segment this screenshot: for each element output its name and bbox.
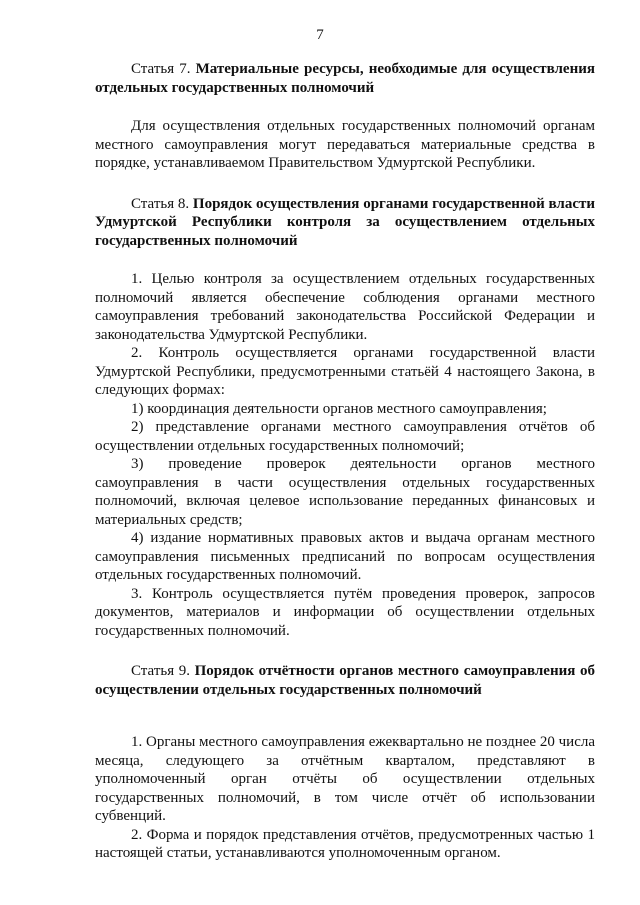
article-8-list-item: 2) представление органами местного самоуправления отчётов об осуществлении отдельных государственных полномочий; [95,419,595,454]
article-8-prefix: Статья 8. [131,195,190,212]
article-8-list-item: 1) координация деятельности органов местного самоуправления; [131,400,547,417]
document-body [95,60,595,863]
article-7-title: Материальные ресурсы, необходимые для осуществления отдельных государственных полномочий [95,61,595,96]
article-8-list-item: 3) проведение проверок деятельности органов местного самоуправления в части осуществления отдельных государственных полномочий, включая целевое использование переданных финансовых и материальных средств; [95,456,595,528]
article-7-prefix: Статья 7. [131,61,191,77]
article-9-title: Порядок отчётности органов местного самоуправления об осуществлении отдельных государственных полномочий [95,663,595,698]
article-7-heading [95,60,595,97]
article-9-paragraph: 2. Форма и порядок представления отчётов, предусмотренных частью 1 настоящей статьи, устанавливаются уполномоченным органом. [95,826,595,861]
article-8-list-item: 4) издание нормативных правовых актов и выдача органам местного самоуправления письменных предписаний по вопросам осуществления отдельных государственных полномочий. [95,530,595,583]
article-8-paragraph: 3. Контроль осуществляется путём проведения проверок, запросов документов, материалов и информации об осуществлении отдельных государственных полномочий. [95,585,595,639]
article-9-heading [95,662,595,699]
article-8-heading [95,195,595,251]
article-8-title: Порядок осуществления органами государственной власти Удмуртской Республики контроля за осуществлением отдельных государственных полномочий [95,195,595,249]
article-8-paragraph: 1. Целью контроля за осуществлением отдельных государственных полномочий является обеспечение соблюдения органами местного самоуправления требований законодательства Российской Федерации и законодательства Удмуртской Республики. [95,271,595,343]
page-number: 7 [316,27,324,43]
article-9-paragraph: 1. Органы местного самоуправления ежеквартально не позднее 20 числа месяца, следующего за отчётным кварталом, представляют в уполномоченный орган отчёты об осуществлении отдельных государственных полномочий, в том числе отчёт об использовании субвенций. [95,734,595,824]
article-7-paragraph: Для осуществления отдельных государственных полномочий органам местного самоуправления могут передаваться материальные средства в порядке, устанавливаемом Правительством Удмуртской Республики. [95,118,595,171]
article-8-paragraph: 2. Контроль осуществляется органами государственной власти Удмуртской Республики, предусмотренными статьёй 4 настоящего Закона, в следующих формах: [95,345,595,398]
article-9-prefix: Статья 9. [131,663,190,679]
